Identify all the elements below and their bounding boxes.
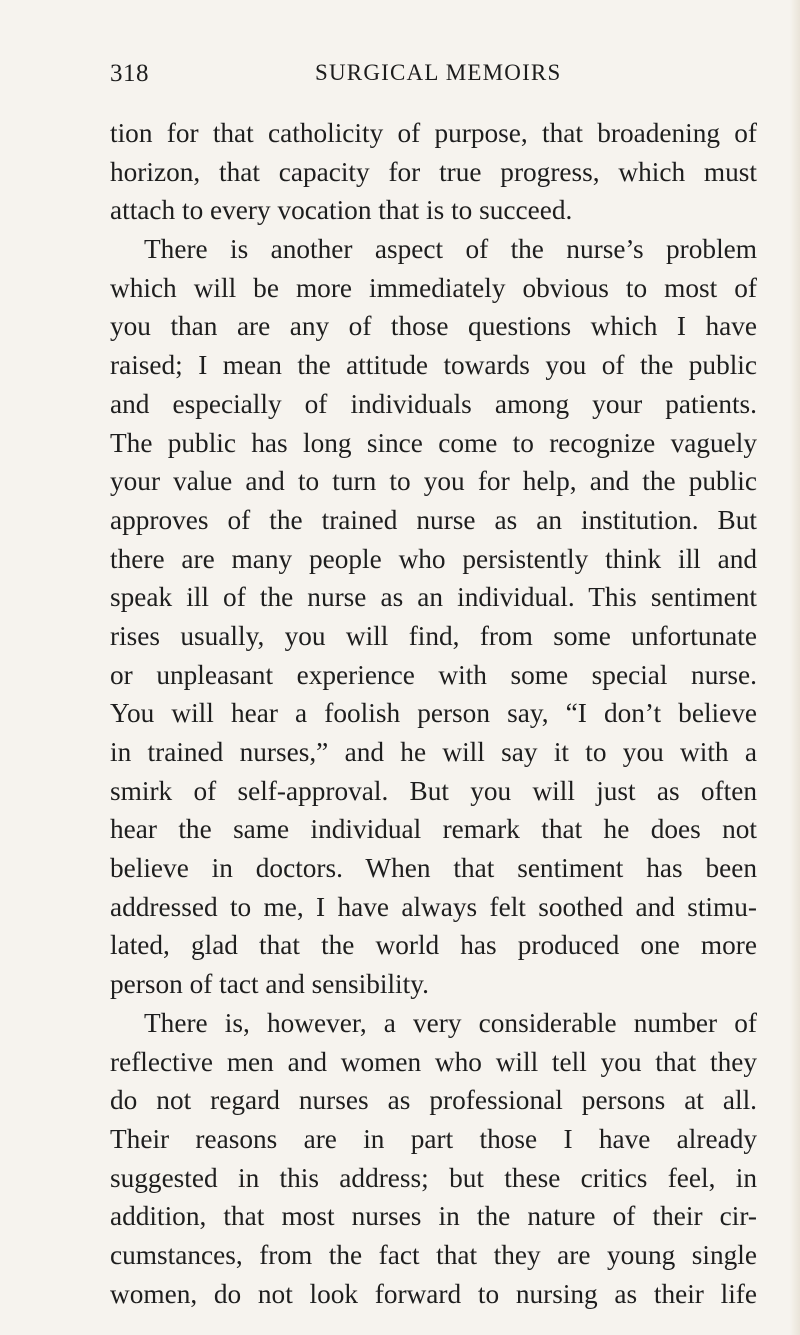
- running-head: [110, 60, 750, 94]
- text-line: you than are any of those questions which I have: [110, 311, 757, 342]
- page-edge-shadow: [790, 0, 800, 1335]
- text-line: speak ill of the nurse as an individual. This sentiment: [110, 582, 757, 613]
- text-line: Their reasons are in part those I have already: [110, 1123, 757, 1154]
- text-line: believe in doctors. When that sentiment has been: [110, 853, 757, 884]
- text-line: The public has long since come to recognize vaguely: [110, 427, 757, 458]
- text-line: hear the same individual remark that he does not: [110, 814, 757, 845]
- text-line: addition, that most nurses in the nature of their cir-: [110, 1201, 757, 1232]
- text-line: or unpleasant experience with some special nurse.: [110, 659, 757, 690]
- text-line: attach to every vocation that is to succeed.: [110, 195, 573, 226]
- text-line: suggested in this address; but these critics feel, in: [110, 1162, 757, 1193]
- text-line: horizon, that capacity for true progress, which must: [110, 156, 757, 187]
- body-text: [110, 114, 757, 1313]
- text-line: which will be more immediately obvious to most of: [110, 272, 757, 303]
- text-line: rises usually, you will find, from some unfortunate: [110, 620, 757, 651]
- text-line: lated, glad that the world has produced one more: [110, 930, 757, 961]
- text-line: smirk of self-approval. But you will just as often: [110, 775, 757, 806]
- text-line: cumstances, from the fact that they are young single: [110, 1239, 757, 1270]
- text-line: You will hear a foolish person say, “I don’t believe: [110, 698, 757, 729]
- text-line: reflective men and women who will tell you that they: [110, 1046, 757, 1077]
- text-line: women, do not look forward to nursing as their life: [110, 1278, 757, 1309]
- text-line: raised; I mean the attitude towards you of the public: [110, 350, 757, 381]
- text-line: and especially of individuals among your patients.: [110, 388, 757, 419]
- text-line: There is another aspect of the nurse’s problem: [144, 234, 757, 265]
- text-line: tion for that catholicity of purpose, that broadening of: [110, 118, 757, 148]
- text-line: do not regard nurses as professional persons at all.: [110, 1085, 757, 1116]
- text-line: your value and to turn to you for help, and the public: [110, 466, 757, 497]
- text-line: person of tact and sensibility.: [110, 969, 429, 1000]
- text-line: There is, however, a very considerable number of: [144, 1007, 757, 1038]
- text-line: approves of the trained nurse as an institution. But: [110, 504, 757, 535]
- text-line: addressed to me, I have always felt soothed and stimu-: [110, 891, 757, 922]
- text-line: in trained nurses,” and he will say it to you with a: [110, 737, 757, 767]
- running-title: SURGICAL MEMOIRS: [315, 60, 562, 85]
- text-line: there are many people who persistently think ill and: [110, 543, 757, 574]
- page-number: 318: [110, 60, 149, 87]
